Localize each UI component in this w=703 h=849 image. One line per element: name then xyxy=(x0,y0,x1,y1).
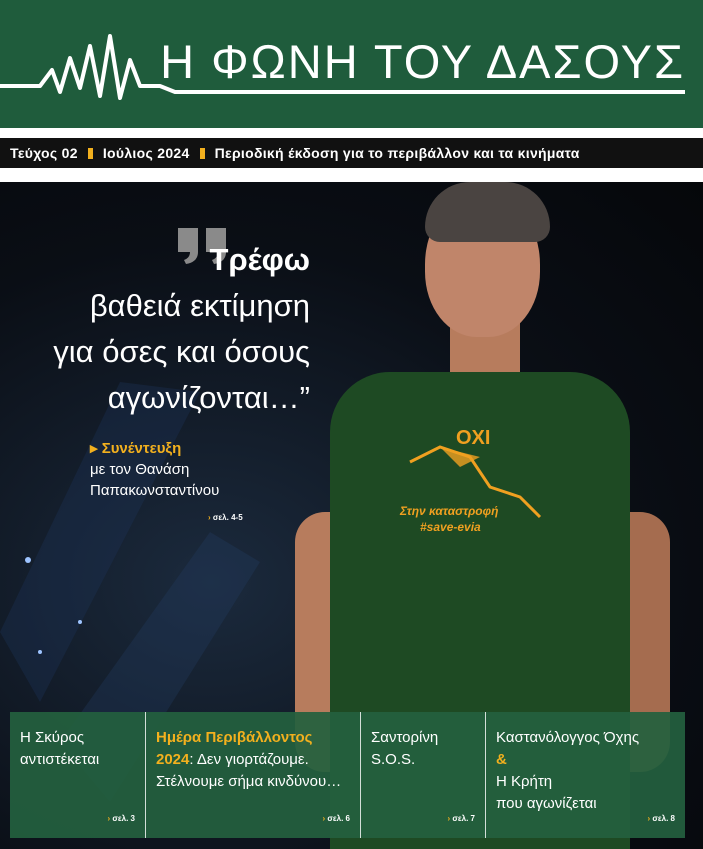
ampersand: & xyxy=(496,751,507,768)
quote-line: για όσες και όσους xyxy=(53,334,310,369)
issue-number: Τεύχος 02 xyxy=(10,145,78,161)
page-reference: › σελ. 3 xyxy=(107,814,135,823)
quote-line: αγωνίζονται…” xyxy=(107,380,310,415)
page-reference: › σελ. 7 xyxy=(447,814,475,823)
shirt-hashtag: #save-evia xyxy=(420,520,481,534)
story-line: S.O.S. xyxy=(371,751,416,768)
story-line: αντιστέκεται xyxy=(20,751,100,768)
masthead xyxy=(0,0,703,128)
page-reference: › σελ. 6 xyxy=(322,814,350,823)
quote-line: Τρέφω xyxy=(209,242,310,277)
story-line: που αγωνίζεται xyxy=(496,795,597,812)
story-santorini[interactable] xyxy=(360,712,485,838)
story-line: Καστανόλογγος Όχης xyxy=(496,729,640,746)
issue-date: Ιούλιος 2024 xyxy=(102,145,190,161)
separator xyxy=(200,148,205,159)
cover-quote xyxy=(0,237,310,421)
issue-info-bar xyxy=(0,138,703,168)
shirt-slogan: OXI xyxy=(456,427,491,449)
story-line: Σαντορίνη xyxy=(371,729,439,746)
interview-line: Παπακωνσταντίνου xyxy=(90,482,220,499)
interview-teaser[interactable] xyxy=(90,438,219,501)
story-highlight: 2024 xyxy=(156,751,190,768)
story-line: Η Κρήτη xyxy=(496,773,553,790)
interview-kicker: Συνέντευξη xyxy=(101,440,182,457)
story-highlight: Ημέρα Περιβάλλοντος xyxy=(156,729,313,746)
story-crete[interactable] xyxy=(485,712,685,838)
person-hair xyxy=(425,182,550,242)
story-line: : Δεν γιορτάζουμε. Στέλνουμε σήμα κινδύνου… xyxy=(156,751,342,790)
quote-line: βαθειά εκτίμηση xyxy=(89,288,310,323)
story-environment-day[interactable] xyxy=(145,712,360,838)
tagline: Περιοδική έκδοση για το περιβάλλον και τα κινήματα xyxy=(214,145,580,161)
page-reference: › σελ. 4-5 xyxy=(208,513,243,522)
triangle-icon: ▸ xyxy=(90,440,102,457)
interview-line: με τον Θανάση xyxy=(90,461,190,478)
publication-title: Η ΦΩΝΗ ΤΟΥ ΔΑΣΟΥΣ xyxy=(160,35,685,88)
story-skyros[interactable] xyxy=(10,712,145,838)
stories-strip xyxy=(10,712,685,838)
page-reference: › σελ. 8 xyxy=(647,814,675,823)
shirt-slogan: Στην καταστροφή xyxy=(400,504,499,518)
story-line: Η Σκύρος xyxy=(20,729,85,746)
separator xyxy=(88,148,93,159)
